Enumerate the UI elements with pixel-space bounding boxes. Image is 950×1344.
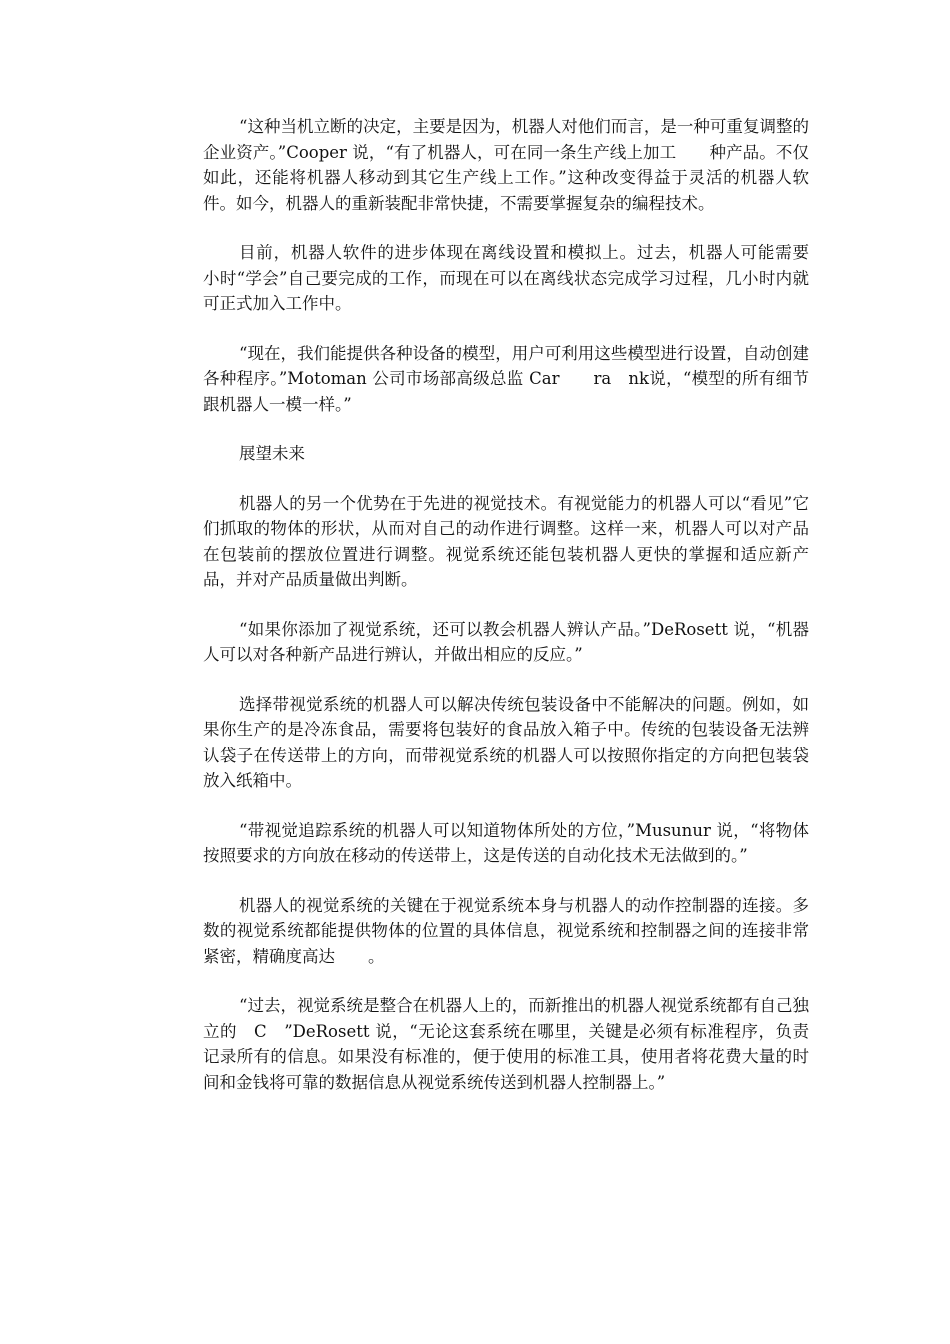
paragraph-offline-programming: 目前，机器人软件的进步体现在离线设置和模拟上。过去，机器人可能需要 小时“学会”自己要完成的工作，而现在可以在离线状态完成学习过程，几小时内就可正式加入工作中。 xyxy=(203,243,859,313)
paragraph-musunur-quote: “带视觉追踪系统的机器人可以知道物体所处的方位，”Musunur 说，“将物体按照要求的方向放在移动的传送带上，这是传送的自动化技术无法做到的。” xyxy=(203,820,809,865)
document-body xyxy=(203,114,859,1119)
paragraph-cooper-quote: “这种当机立断的决定，主要是因为，机器人对他们而言，是一种可重复调整的企业资产。”Cooper 说，“有了机器人，可在同一条生产线上加工 种产品。不仅如此，还能将机器人移动到其它生产线上工作。”这种改变得益于灵活的机器人软件。如今，机器人的重新装配非常快捷，不需要掌握复杂的编程技术。 xyxy=(203,117,809,213)
section-heading: 展望未来 xyxy=(239,444,305,463)
paragraph-derosett-standards: “过去，视觉系统是整合在机器人上的，而新推出的机器人视觉系统都有自己独立的 C ”DeRosett 说，“无论这套系统在哪里，关键是必须有标准程序，负责记录所有的信息。如果没有标准的，便于使用的标准工具，使用者将花费大量的时间和金钱将可靠的数据信息从视觉系统传送到机器人控制器上。” xyxy=(203,996,809,1092)
paragraph-vision-packaging: 选择带视觉系统的机器人可以解决传统包装设备中不能解决的问题。例如，如果你生产的是冷冻食品，需要将包装好的食品放入箱子中。传统的包装设备无法辨认袋子在传送带上的方向，而带视觉系统的机器人可以按照你指定的方向把包装袋放入纸箱中。 xyxy=(203,694,809,790)
paragraph-motoman-quote: “现在，我们能提供各种设备的模型，用户可利用这些模型进行设置，自动创建各种程序。”Motoman 公司市场部高级总监 Car ra nk说，“模型的所有细节跟机器人一模一样。” xyxy=(203,343,809,414)
paragraph-vision-controller: 机器人的视觉系统的关键在于视觉系统本身与机器人的动作控制器的连接。多数的视觉系统都能提供物体的位置的具体信息，视觉系统和控制器之间的连接非常紧密，精确度高达 。 xyxy=(203,895,809,966)
paragraph-vision-technology: 机器人的另一个优势在于先进的视觉技术。有视觉能力的机器人可以“看见”它们抓取的物体的形状，从而对自己的动作进行调整。这样一来，机器人可以对产品在包装前的摆放位置进行调整。视觉系统还能包装机器人更快的掌握和适应新产品，并对产品质量做出判断。 xyxy=(203,493,809,589)
paragraph-derosett-quote: “如果你添加了视觉系统，还可以教会机器人辨认产品。”DeRosett 说，“机器人可以对各种新产品进行辨认，并做出相应的反应。” xyxy=(203,619,809,664)
